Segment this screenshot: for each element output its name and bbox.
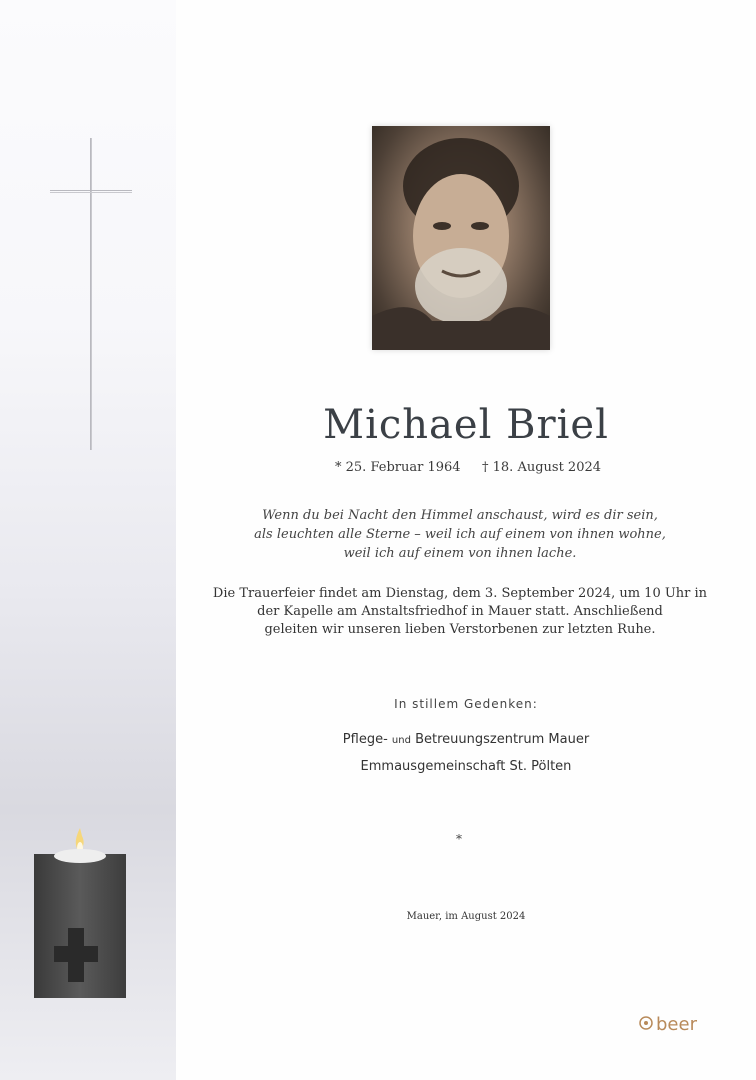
remembrance-heading: In stillem Gedenken: (394, 697, 538, 711)
cross-icon-horizontal (50, 190, 132, 193)
poem (220, 506, 700, 563)
mourner-line: Emmausgemeinschaft St. Pölten (360, 759, 572, 774)
mourners (176, 727, 756, 780)
cross-icon-vertical (90, 138, 92, 450)
death-date: † 18. August 2024 (482, 460, 602, 475)
announcement-line: der Kapelle am Anstaltsfriedhof in Mauer statt. Anschließend (257, 604, 663, 619)
portrait-icon (372, 126, 550, 350)
flower-icon (638, 1014, 654, 1032)
place-date: Mauer, im August 2024 (406, 911, 526, 922)
poem-line: weil ich auf einem von ihnen lache. (343, 546, 577, 561)
announcement-line: Die Trauerfeier findet am Dienstag, dem 3. September 2024, um 10 Uhr in (212, 586, 708, 601)
birth-date: * 25. Februar 1964 (335, 460, 461, 475)
mourner-text: Betreuungszentrum Mauer (415, 732, 590, 747)
mourner-conjunction: und (391, 735, 411, 746)
company-logo (638, 1014, 708, 1038)
deceased-name: Michael Briel (323, 402, 609, 448)
poem-line: Wenn du bei Nacht den Himmel anschaust, wird es dir sein, (262, 508, 658, 523)
mourner-text: Pflege- (342, 732, 388, 747)
announcement-line: geleiten wir unseren lieben Verstorbenen zur letzten Ruhe. (264, 622, 656, 637)
funeral-announcement (212, 585, 708, 639)
portrait-photo (372, 126, 550, 350)
poem-line: als leuchten alle Sterne – weil ich auf einem von ihnen wohne, (254, 527, 666, 542)
separator-star: * (456, 832, 462, 846)
mourner-line (176, 727, 756, 754)
candle-icon (32, 826, 128, 998)
logo-text: beer (656, 1014, 697, 1035)
